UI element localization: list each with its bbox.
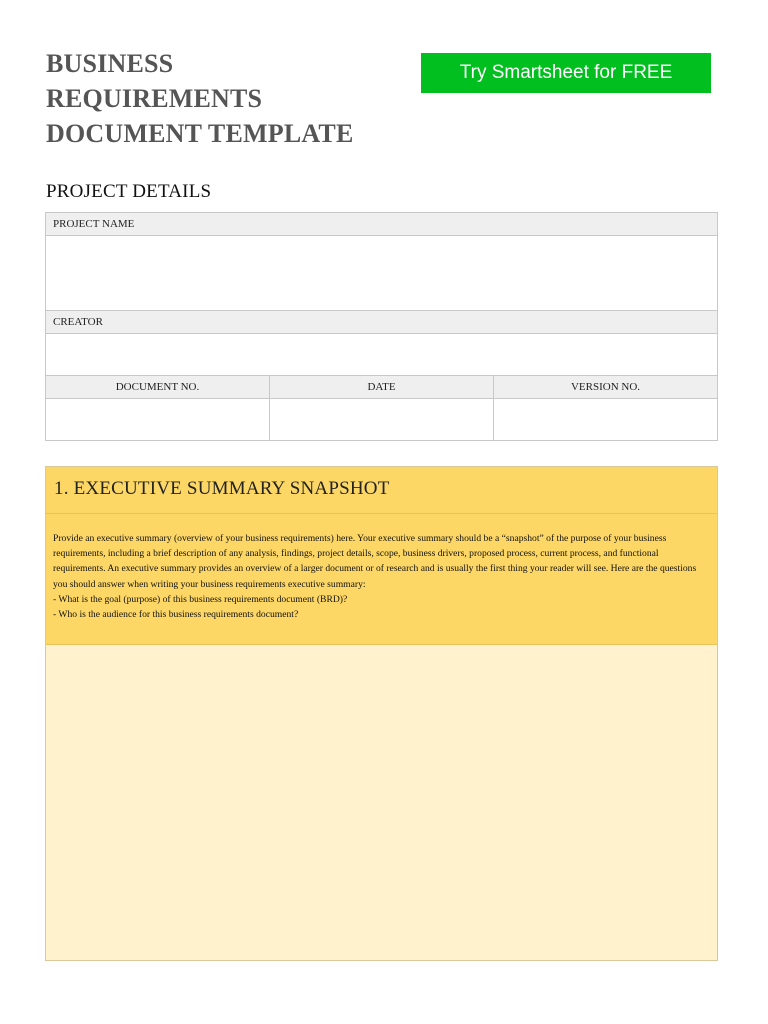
project-name-label-row — [46, 213, 717, 236]
document-no-label: DOCUMENT NO. — [46, 376, 270, 398]
creator-input-row — [46, 334, 717, 376]
date-field[interactable] — [270, 399, 494, 440]
document-no-field[interactable] — [46, 399, 270, 440]
creator-label: CREATOR — [53, 316, 103, 328]
project-name-input-row — [46, 236, 717, 311]
title-line-3: DOCUMENT TEMPLATE — [46, 119, 354, 148]
document-info-label-row — [46, 376, 717, 399]
instructions-question-2: - Who is the audience for this business requirements document? — [53, 609, 299, 621]
executive-summary-instructions — [46, 514, 717, 645]
try-smartsheet-button[interactable]: Try Smartsheet for FREE — [421, 53, 711, 93]
instructions-paragraph: Provide an executive summary (overview of your business requirements) here. Your executive summary should be a “snapshot” of the purpose of your business requirements, including a brief description of any analysis, findings, project details, scope, business drivers, proposed process, current process, and functional requirements. An executive summary provides an overview of a larger document or of research and is usually the first thing your reader will see. Here are the questions you should answer when writing your business requirements executive summary: — [53, 533, 697, 590]
version-no-label: VERSION NO. — [570, 381, 641, 393]
project-details-table — [45, 212, 718, 441]
version-no-field[interactable] — [494, 399, 717, 440]
executive-summary-heading: 1. EXECUTIVE SUMMARY SNAPSHOT — [46, 467, 717, 514]
document-title — [46, 46, 406, 151]
executive-summary-section — [45, 466, 718, 961]
project-name-field[interactable] — [46, 236, 717, 310]
document-info-input-row — [46, 399, 717, 440]
creator-label-row — [46, 311, 717, 334]
project-name-label: PROJECT NAME — [53, 218, 135, 230]
executive-summary-response-field[interactable] — [46, 645, 717, 960]
creator-field[interactable] — [46, 334, 717, 375]
project-details-heading: PROJECT DETAILS — [46, 181, 212, 202]
instructions-question-1: - What is the goal (purpose) of this business requirements document (BRD)? — [53, 593, 348, 605]
title-line-1: BUSINESS — [46, 49, 174, 78]
title-line-2: REQUIREMENTS — [46, 84, 263, 113]
date-label: DATE — [270, 376, 494, 398]
